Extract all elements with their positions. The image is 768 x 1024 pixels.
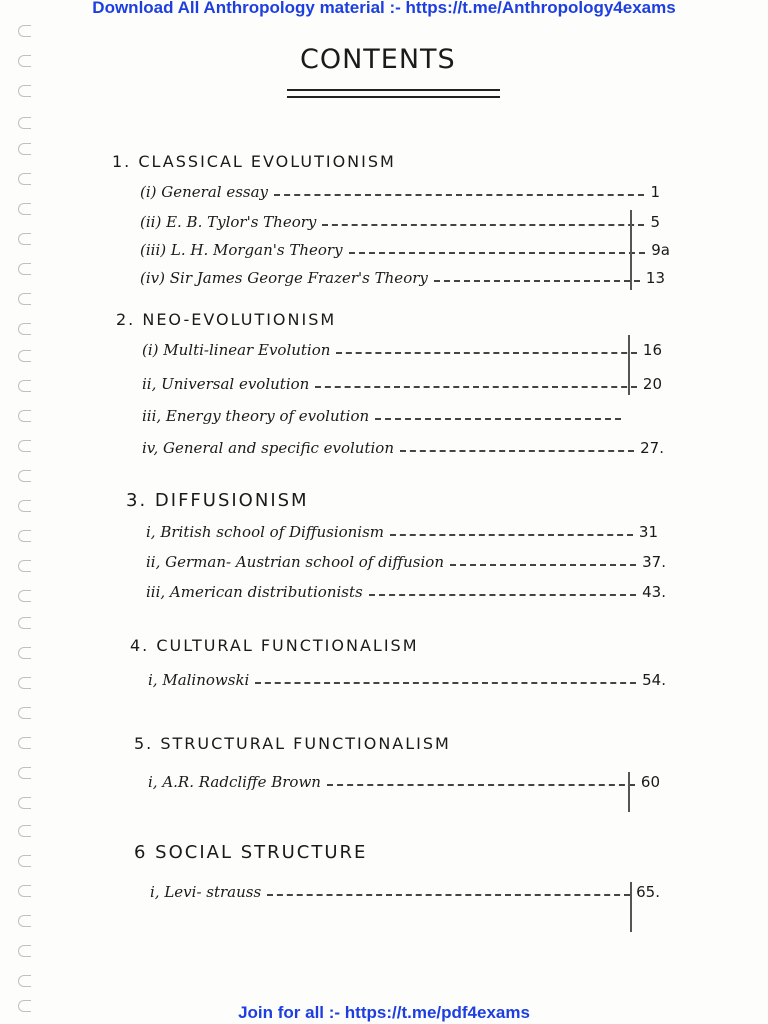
toc-entry-page: 5 [650,213,660,231]
toc-entry[interactable] [140,210,660,234]
toc-entry-label: iii, Energy theory of evolution [142,407,370,425]
toc-entry-label: ii, Universal evolution [142,375,310,393]
section-heading-cultural-functionalism: 4. CULTURAL FUNCTIONALISM [130,636,419,655]
toc-entry-label: (iv) Sir James George Frazer's Theory [140,269,428,287]
section-heading-social-structure: 6 SOCIAL STRUCTURE [134,842,368,863]
toc-entry-page: 54. [642,671,666,689]
toc-entry[interactable] [148,770,660,794]
leader-dots [255,682,636,684]
toc-entry-page: 9a [651,241,670,259]
margin-line [628,335,630,395]
title-underline-bottom [287,96,500,98]
section-heading-diffusionism: 3. DIFFUSIONISM [126,490,309,511]
leader-dots [336,352,636,354]
toc-entry-page: 1 [650,183,660,201]
toc-entry[interactable] [146,520,658,544]
toc-entry[interactable] [140,266,665,290]
margin-line [630,882,632,932]
leader-dots [390,534,633,536]
toc-entry-page: 13 [645,269,665,287]
top-download-banner[interactable]: Download All Anthropology material :- https://t.me/Anthropology4exams [92,0,676,17]
leader-dots [315,386,637,388]
toc-entry[interactable] [146,550,666,574]
toc-entry-label: (i) General essay [140,183,269,201]
toc-entry[interactable] [142,372,662,396]
toc-entry[interactable] [150,880,660,904]
leader-dots [267,894,630,896]
toc-entry-label: i, British school of Diffusionism [146,523,385,541]
section-heading-classical-evolutionism: 1. CLASSICAL EVOLUTIONISM [112,152,396,171]
toc-entry-label: (iii) L. H. Morgan's Theory [140,241,343,259]
toc-entry[interactable] [148,668,666,692]
toc-entry-label: iii, American distributionists [146,583,363,601]
toc-entry-page: 60 [640,773,660,791]
toc-entry-page: 43. [642,583,666,601]
binding-holes [18,25,38,1005]
toc-entry[interactable] [140,238,670,262]
title-underline-top [287,89,500,91]
leader-dots [327,784,635,786]
toc-entry[interactable] [142,404,627,428]
toc-entry[interactable] [142,338,662,362]
toc-entry[interactable] [140,180,660,204]
toc-entry[interactable] [146,580,666,604]
section-heading-neo-evolutionism: 2. NEO-EVOLUTIONISM [116,310,337,329]
leader-dots [349,252,646,254]
toc-entry-label: i, Levi- strauss [150,883,262,901]
page-title: CONTENTS [300,44,456,75]
toc-entry-page: 16 [642,341,662,359]
leader-dots [400,450,634,452]
toc-entry-page: 31 [638,523,658,541]
section-heading-structural-functionalism: 5. STRUCTURAL FUNCTIONALISM [134,734,451,753]
toc-entry-label: i, A.R. Radcliffe Brown [148,773,321,791]
leader-dots [369,594,636,596]
toc-entry-label: (ii) E. B. Tylor's Theory [140,213,317,231]
toc-entry-page: 27. [640,439,664,457]
toc-entry-label: iv, General and specific evolution [142,439,394,457]
toc-entry-label: ii, German- Austrian school of diffusion [146,553,444,571]
margin-line [628,772,630,812]
leader-dots [450,564,636,566]
margin-line [630,210,632,290]
leader-dots [274,194,644,196]
toc-entry-page: 20 [642,375,662,393]
leader-dots [434,280,640,282]
leader-dots [322,224,644,226]
toc-entry-page: 65. [636,883,660,901]
toc-entry[interactable] [142,436,664,460]
leader-dots [375,418,621,420]
toc-entry-label: (i) Multi-linear Evolution [142,341,331,359]
bottom-join-banner[interactable]: Join for all :- https://t.me/pdf4exams [238,1003,530,1022]
toc-entry-label: i, Malinowski [148,671,250,689]
toc-entry-page: 37. [642,553,666,571]
